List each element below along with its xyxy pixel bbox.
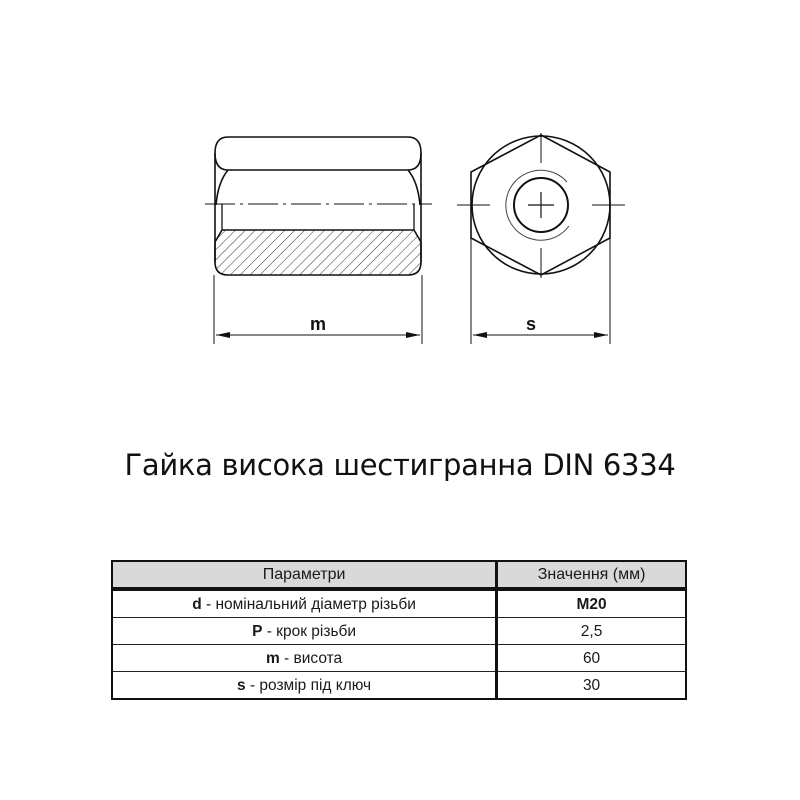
table-row (112, 645, 686, 672)
table-header-row (112, 561, 686, 589)
param-cell (112, 618, 497, 645)
param-description: - висота (279, 649, 343, 667)
value-cell: 30 (497, 672, 686, 700)
param-symbol: m (265, 649, 280, 667)
dimension-label-s: s (525, 314, 537, 334)
param-symbol: d (192, 595, 202, 613)
value-cell: 2,5 (497, 618, 686, 645)
param-description: - номінальний діаметр різьби (201, 595, 416, 613)
value-cell: M20 (497, 589, 686, 618)
specifications-table (111, 560, 687, 700)
page-title: Гайка висока шестигранна DIN 6334 (124, 448, 676, 482)
dimension-label-m: m (309, 314, 327, 334)
side-view (205, 137, 432, 344)
param-cell (112, 645, 497, 672)
param-description: - крок різьби (262, 622, 357, 640)
front-view (457, 133, 625, 344)
param-cell (112, 589, 497, 618)
param-symbol: s (236, 676, 246, 694)
value-cell: 60 (497, 645, 686, 672)
param-cell (112, 672, 497, 700)
param-symbol: P (252, 622, 263, 640)
param-description: - розмір під ключ (245, 676, 372, 694)
table-row (112, 618, 686, 645)
header-values: Значення (мм) (497, 561, 686, 589)
header-parameters: Параметри (112, 561, 497, 589)
table-row (112, 589, 686, 618)
table-row (112, 672, 686, 700)
